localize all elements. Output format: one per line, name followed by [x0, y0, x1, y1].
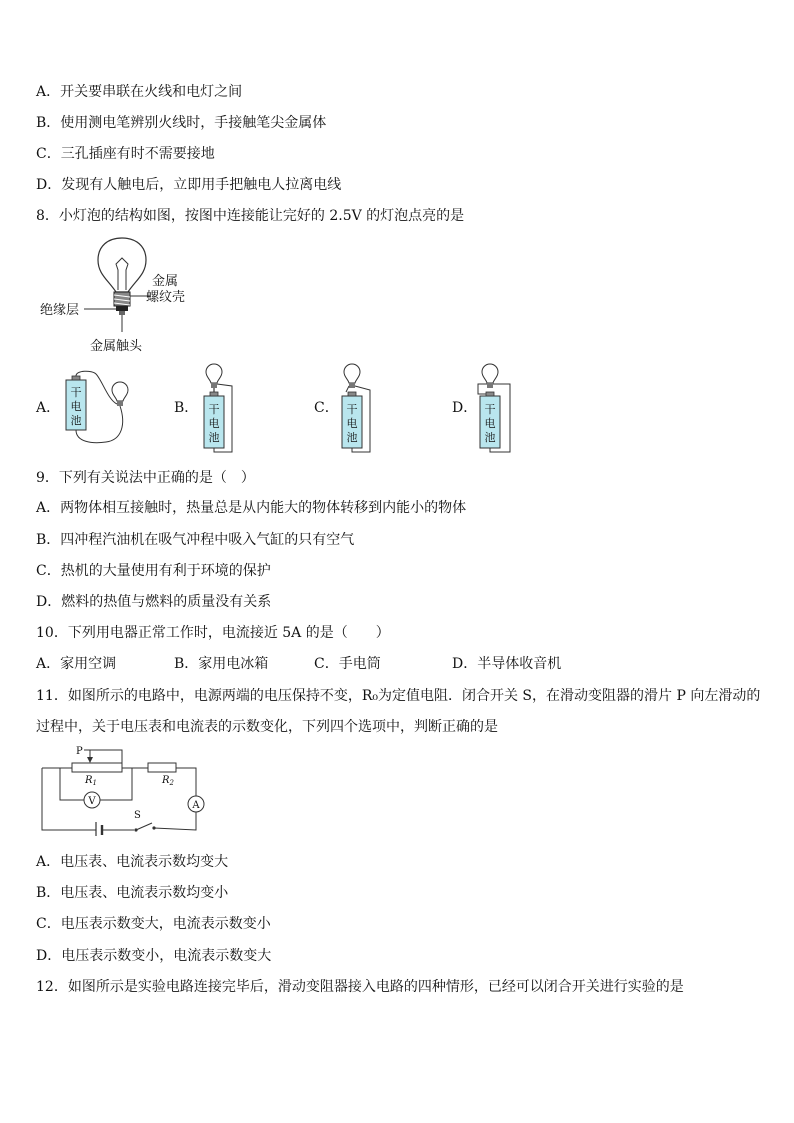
svg-text:电: 电 [346, 417, 358, 430]
q10-option-c: C．手电筒 [314, 656, 381, 672]
svg-text:电: 电 [208, 417, 220, 430]
svg-text:电: 电 [484, 417, 496, 430]
label-metal: 金属 [152, 274, 179, 289]
q11-option-a: A．电压表、电流表示数均变大 [36, 854, 229, 870]
q9-option-c: C．热机的大量使用有利于环境的保护 [36, 563, 271, 579]
q12-stem: 12．如图所示是实验电路连接完毕后，滑动变阻器接入电路的四种情形，已经可以闭合开关进行实验的是 [36, 979, 684, 995]
q10-option-a: A．家用空调 [36, 656, 117, 672]
q11-option-b: B．电压表、电流表示数均变小 [36, 885, 229, 901]
label-metal-contact: 金属触头 [90, 339, 143, 354]
svg-text:干: 干 [484, 403, 496, 416]
q8-option-d-diagram [476, 362, 516, 458]
label-screw-shell: 螺纹壳 [146, 290, 186, 305]
q7-option-c: C．三孔插座有时不需要接地 [36, 146, 215, 162]
q10-stem: 10．下列用电器正常工作时，电流接近 5A 的是（ ） [36, 625, 390, 641]
q11-stem-line-1: 11．如图所示的电路中，电源两端的电压保持不变，R₀为定值电阻．闭合开关 S，在滑动变阻器的滑片 P 向左滑动的 [36, 688, 761, 704]
q8-option-b-diagram [200, 362, 240, 458]
svg-text:池: 池 [346, 431, 358, 444]
q11-option-c: C．电压表示数变大，电流表示数变小 [36, 916, 271, 932]
q7-option-a: A．开关要串联在火线和电灯之间 [36, 84, 243, 100]
r1-label: $R_1$ [85, 775, 97, 787]
q10-option-d: D．半导体收音机 [452, 656, 562, 672]
q8-option-c-label: C． [314, 400, 339, 416]
q8-option-a-label: A． [36, 400, 61, 416]
switch-label: S [134, 810, 141, 821]
q11-stem-line-2: 过程中，关于电压表和电流表的示数变化，下列四个选项中，判断正确的是 [36, 719, 498, 735]
bulb-structure-figure [38, 234, 198, 362]
q9-option-b: B．四冲程汽油机在吸气冲程中吸入气缸的只有空气 [36, 532, 355, 548]
voltmeter-label: V [88, 796, 96, 807]
q7-option-d: D．发现有人触电后，立即用手把触电人拉离电线 [36, 177, 342, 193]
slider-label: P [76, 746, 83, 757]
r2-label: $R_2$ [162, 775, 174, 787]
q11-circuit-diagram [38, 744, 218, 840]
q8-option-a-diagram [62, 370, 134, 454]
svg-text:干: 干 [346, 403, 358, 416]
q10-option-b: B．家用电冰箱 [174, 656, 269, 672]
q8-stem: 8．小灯泡的结构如图，按图中连接能让完好的 2.5V 的灯泡点亮的是 [36, 208, 465, 224]
svg-text:干: 干 [208, 403, 220, 416]
q8-option-b-label: B． [174, 400, 199, 416]
q7-option-b: B．使用测电笔辨别火线时，手接触笔尖金属体 [36, 115, 327, 131]
q11-option-d: D．电压表示数变小，电流表示数变大 [36, 948, 272, 964]
svg-text:电: 电 [70, 400, 82, 413]
label-insulation: 绝缘层 [40, 303, 80, 318]
q9-option-d: D．燃料的热值与燃料的质量没有关系 [36, 594, 272, 610]
q9-option-a: A．两物体相互接触时，热量总是从内能大的物体转移到内能小的物体 [36, 500, 467, 516]
q8-option-c-diagram [338, 362, 378, 458]
q8-option-d-label: D． [452, 400, 478, 416]
ammeter-label: A [192, 800, 200, 811]
q9-stem: 9．下列有关说法中正确的是（ ） [36, 470, 255, 486]
svg-text:干: 干 [70, 386, 82, 399]
svg-text:池: 池 [70, 414, 82, 427]
svg-text:池: 池 [208, 431, 220, 444]
svg-text:池: 池 [484, 431, 496, 444]
